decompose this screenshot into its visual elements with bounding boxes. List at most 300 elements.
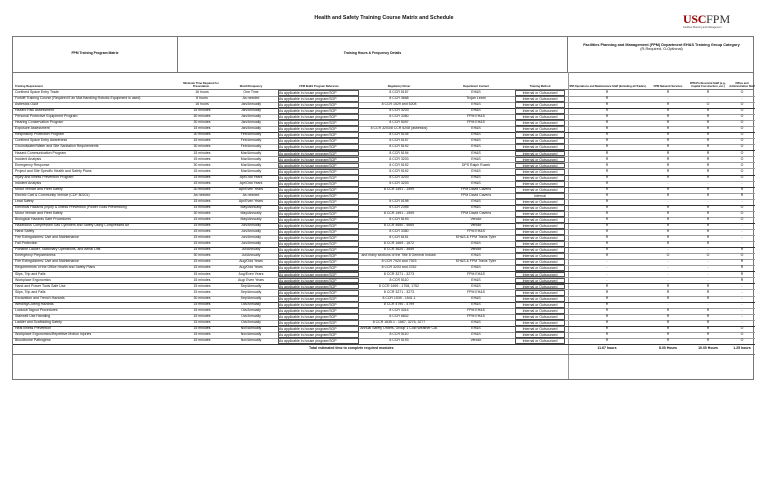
cell-training-method: Internal or Outsourced: [515, 241, 565, 247]
cell-training-requirement: Emergency Response: [15, 162, 50, 167]
cell-training-method: Internal or Outsourced: [515, 205, 565, 211]
cell-network-services-status: R: [666, 211, 670, 215]
cell-training-method: Internal or Outsourced: [515, 314, 565, 320]
cell-regulatory-driver: 8 CCR 6151: [389, 235, 409, 240]
cell-training-method: Internal or Outsourced: [515, 114, 565, 120]
cell-training-method: Internal or Outsourced: [515, 265, 565, 271]
cell-fpm-operations-status: R: [605, 156, 609, 161]
cell-network-services-status: -: [667, 301, 669, 306]
cell-program-reference: As applicable in-house program/SOP: [278, 157, 359, 163]
cell-training-requirement: Slips, Trip and Falls: [15, 289, 46, 294]
cell-department-contact: EH&S & FPM Travis Tyler: [456, 259, 496, 264]
cell-month-frequency: May/Annually: [240, 217, 262, 222]
cell-network-services-status: R: [666, 217, 670, 222]
cell-program-reference: As applicable in-house program/SOP: [278, 102, 359, 108]
cell-program-reference: As applicable in-house program/SOP: [278, 193, 359, 199]
cell-office-staff-status: R: [740, 277, 744, 282]
cell-regulatory-driver: 8 CCR 5110: [389, 332, 409, 336]
cell-professional-staff-status: R: [706, 186, 710, 191]
cell-office-staff-status: O: [740, 102, 744, 107]
cell-fpm-operations-status: R: [605, 138, 609, 143]
cell-program-reference: As applicable in-house program/SOP: [278, 302, 359, 308]
cell-training-method: Internal or Outsourced: [515, 272, 565, 278]
cell-department-contact: FPM David Cavens: [460, 211, 492, 215]
cell-department-contact: EH&S: [471, 301, 481, 306]
cell-minimum-time: 15 minutes: [193, 138, 211, 143]
cell-office-staff-status: O: [740, 217, 744, 222]
cell-fpm-operations-status: R: [605, 332, 609, 336]
cell-professional-staff-status: R: [706, 229, 710, 234]
cell-minimum-time: 15 minutes: [193, 247, 211, 252]
cell-network-services-status: -: [667, 180, 669, 185]
cell-training-method: Internal or Outsourced: [515, 302, 565, 308]
cell-professional-staff-status: R: [706, 168, 710, 173]
band-middle-cell: [178, 37, 568, 72]
cell-training-requirement: Slips, Trip and Falls: [15, 271, 46, 276]
cell-training-method: Internal: [515, 193, 565, 199]
band-left-title: FPM Training Program Matrix: [71, 51, 119, 55]
cell-office-staff-status: O: [740, 150, 744, 155]
cell-network-services-status: R: [666, 108, 670, 113]
cell-network-services-status: R: [666, 162, 670, 167]
cell-fpm-operations-status: R: [605, 235, 609, 240]
cell-fpm-operations-status: R: [605, 150, 609, 155]
cell-minimum-time: 15 minutes: [193, 259, 211, 264]
cell-program-reference: As applicable in-house program/SOP: [278, 120, 359, 126]
col-header-month-frequency: Month/Frequency: [239, 84, 263, 88]
cell-office-staff-status: O: [740, 211, 744, 215]
cell-training-method: Internal or Outsourced: [515, 102, 565, 108]
cell-regulatory-driver: 8 CCR 3380: [389, 114, 409, 119]
cell-training-method: Internal or Outsourced: [515, 217, 565, 223]
cell-fpm-operations-status: R: [605, 144, 609, 149]
cell-regulatory-driver: 8 CCR 7920 and 7923: [381, 259, 417, 264]
cell-network-services-status: R: [666, 332, 670, 336]
cell-month-frequency: Nov/Annually: [240, 332, 262, 336]
cell-department-contact: FPM David Cavens: [460, 186, 492, 191]
cell-regulatory-driver: 8 CCR 4790 - 4799: [383, 301, 415, 306]
cell-training-requirement: Workplace Ergonomics/Repetitive Motion Injuries: [15, 332, 92, 336]
cell-professional-staff-status: R: [706, 295, 710, 300]
cell-department-contact: EH&S: [471, 241, 481, 246]
cell-office-staff-status: -: [741, 295, 743, 300]
cell-professional-staff-status: R: [706, 156, 710, 161]
cell-fpm-operations-status: R: [605, 126, 609, 131]
cell-professional-staff-status: R: [706, 174, 710, 179]
cell-network-services-status: R: [666, 156, 670, 161]
cell-minimum-time: 15 minutes: [193, 289, 211, 294]
cell-professional-staff-status: R: [706, 114, 710, 119]
cell-office-staff-status: O: [740, 168, 744, 173]
cell-regulatory-driver: 8 CCR 3203/8 CCR 5208 (asbestos): [370, 126, 428, 131]
cell-month-frequency: Oct/Annually: [241, 319, 261, 324]
cell-program-reference: As applicable in-house program/SOP: [278, 181, 359, 187]
cell-professional-staff-status: R: [706, 126, 710, 131]
cell-minimum-time: 15 minutes: [193, 307, 211, 312]
cell-minimum-time: 15 minutes: [193, 168, 211, 173]
cell-training-method: Internal or Outsourced: [515, 332, 565, 338]
cell-month-frequency: Sep/Annually: [240, 289, 262, 294]
cell-training-requirement: Hearing Conservation Program: [15, 120, 64, 125]
cell-professional-staff-status: R: [706, 108, 710, 113]
cell-professional-staff-status: R: [706, 138, 710, 143]
cell-training-method: Internal or Outsourced: [515, 338, 565, 344]
cell-month-frequency: Oct/Annually: [241, 301, 261, 306]
cell-training-requirement: Portable Ladder, Stationary Operations, and Aerial Lifts: [15, 247, 101, 252]
cell-fpm-operations-status: R: [605, 186, 609, 191]
cell-month-frequency: Mar/Annually: [240, 150, 262, 155]
cell-program-reference: As applicable in-house program/SOP: [278, 320, 359, 326]
cell-program-reference: As applicable in-house program/SOP: [278, 241, 359, 247]
total-network-services: 8.00 Hours: [659, 346, 677, 350]
cell-minimum-time: 30 minutes: [193, 211, 211, 215]
cell-network-services-status: R: [666, 114, 670, 119]
cell-network-services-status: R: [666, 138, 670, 143]
header-band: [13, 37, 753, 73]
cell-regulatory-driver: 8 CCR 1591 - 1599: [383, 211, 415, 215]
col-header-professional-staff: FPM Professional Staff (e.g., Capital Construction, etc.): [689, 81, 727, 88]
cell-department-contact: EH&S: [471, 132, 481, 137]
band-left-cell: [13, 37, 178, 72]
cell-training-method: Internal or Outsourced: [515, 163, 565, 169]
cell-minimum-time: 16 hours: [195, 102, 209, 107]
cell-training-requirement: Confined Space Entry Awareness: [15, 138, 68, 143]
band-right-legend: (R-Required, O-Optional): [640, 47, 683, 52]
cell-training-method: Internal or Outsourced: [515, 157, 565, 163]
cell-training-method: Internal or Outsourced: [515, 126, 565, 132]
cell-department-contact: Vendor: [470, 247, 482, 252]
cell-professional-staff-status: R: [706, 120, 710, 125]
cell-office-staff-status: -: [741, 241, 743, 246]
cell-department-contact: FPM EH&S: [467, 313, 485, 318]
band-middle-title: Training Hours & Frequency Details: [343, 51, 402, 55]
cell-department-contact: EH&S: [471, 168, 481, 173]
cell-office-staff-status: -: [741, 235, 743, 240]
cell-professional-staff-status: -: [707, 277, 709, 282]
cell-department-contact: EH&S: [471, 102, 481, 107]
cell-regulatory-driver: 8 CCR 5193: [389, 217, 409, 222]
cell-professional-staff-status: R: [706, 144, 710, 149]
cell-program-reference: As applicable in-house program/SOP: [278, 265, 359, 271]
cell-network-services-status: R: [666, 186, 670, 191]
cell-fpm-operations-status: R: [605, 295, 609, 300]
cell-regulatory-driver: [360, 193, 438, 199]
cell-training-method: Internal or Outsourced: [515, 108, 565, 114]
cell-network-services-status: R: [666, 319, 670, 324]
cell-minimum-time: 15 minutes: [193, 338, 211, 343]
cell-office-staff-status: R: [740, 186, 744, 191]
cell-training-requirement: Electrical Hazards (Injury & Illness Prevention (Power Tools Prevention)): [15, 204, 127, 209]
training-matrix-sheet: [12, 36, 754, 380]
cell-office-staff-status: O: [740, 120, 744, 125]
cell-training-requirement: Requirements of the Office Health and Safety Plans: [15, 265, 96, 270]
cell-department-contact: EH&S: [471, 174, 481, 179]
cell-office-staff-status: O: [740, 338, 744, 343]
cell-fpm-operations-status: R: [605, 283, 609, 288]
cell-month-frequency: Feb/Annually: [240, 144, 262, 149]
cell-program-reference: As applicable in-house program/SOP: [278, 290, 359, 296]
cell-network-services-status: R: [666, 283, 670, 288]
cell-office-staff-status: O: [740, 90, 744, 94]
cell-minimum-time: 30 minutes: [193, 186, 211, 191]
total-office-staff: 1.25 hours: [733, 346, 751, 350]
cell-office-staff-status: O: [740, 108, 744, 113]
cell-program-reference: As applicable in-house program/SOP: [278, 326, 359, 332]
cell-office-staff-status: O: [740, 162, 744, 167]
cell-fpm-operations-status: R: [605, 338, 609, 343]
cell-minimum-time: 30 minutes: [193, 253, 211, 258]
cell-office-staff-status: R: [740, 271, 744, 276]
cell-regulatory-driver: and many sections of the Title 8 General Industr.: [361, 253, 437, 258]
cell-office-staff-status: O: [740, 253, 744, 258]
cell-department-contact: FPM EH&S: [467, 289, 485, 294]
cell-training-method: Internal or Outsourced: [515, 175, 565, 181]
cell-training-requirement: Lockout/Tagout Procedures: [15, 307, 58, 312]
band-right-heading: Facilities Planning and Management (FPM) Department EH&S Training Group Category: [583, 43, 740, 47]
cell-office-staff-status: O: [740, 156, 744, 161]
cell-minimum-time: 16 hours: [195, 90, 209, 94]
cell-training-method: Internal or Outsourced: [515, 199, 565, 205]
cell-professional-staff-status: R: [706, 211, 710, 215]
cell-training-method: Internal or Outsourced: [515, 187, 565, 193]
cell-minimum-time: 15 minutes: [193, 325, 211, 330]
cell-regulatory-driver: 8 CCR 1669 - 1672: [383, 241, 415, 246]
cell-training-requirement: Stairwell Use Handling: [15, 313, 51, 318]
cell-regulatory-driver: 8 CCR 1539 - 1541.1: [382, 295, 416, 300]
cell-fpm-operations-status: R: [605, 120, 609, 125]
cell-office-staff-status: -: [741, 198, 743, 203]
cell-department-contact: FPM EH&S: [467, 114, 485, 119]
cell-month-frequency: As needed: [242, 192, 260, 197]
cell-month-frequency: Apr/Odd Years: [239, 180, 263, 185]
cell-network-services-status: R: [666, 168, 670, 173]
cell-program-reference: As applicable in-house program/SOP: [278, 223, 359, 229]
cell-department-contact: EH&S: [471, 319, 481, 324]
cell-training-requirement: Forklift Training Course (Required if an Mat.Handling Robotic Equipment is used): [15, 96, 141, 101]
cell-minimum-time: 15 minutes: [193, 235, 211, 240]
cell-month-frequency: Aug/Odd Years: [239, 265, 263, 270]
cell-regulatory-driver: 8 CCR 3203: [389, 156, 409, 161]
cell-fpm-operations-status: -: [606, 259, 608, 264]
cell-office-staff-status: O: [740, 114, 744, 119]
cell-fpm-operations-status: R: [605, 307, 609, 312]
cell-minimum-time: 15 minutes: [193, 229, 211, 234]
cell-fpm-operations-status: R: [605, 204, 609, 209]
cell-network-services-status: -: [667, 277, 669, 282]
cell-program-reference: As applicable in-house program/SOP: [278, 284, 359, 290]
cell-office-staff-status: -: [741, 229, 743, 234]
cell-regulatory-driver: 8 CCR 3271 - 3273: [383, 289, 415, 294]
cell-professional-staff-status: R: [706, 307, 710, 312]
cell-network-services-status: R: [666, 144, 670, 149]
cell-regulatory-driver: 8 CCR 3314: [389, 307, 409, 312]
cell-fpm-operations-status: R: [605, 223, 609, 228]
cell-month-frequency: Apr/Even Years: [238, 186, 264, 191]
cell-training-method: Internal or Outsourced: [515, 308, 565, 314]
cell-department-contact: Vendor: [470, 223, 482, 228]
cell-professional-staff-status: O: [706, 253, 710, 258]
cell-fpm-operations-status: R: [605, 168, 609, 173]
cell-minimum-time: 15 minutes: [193, 108, 211, 113]
cell-program-reference: As applicable in-house program/SOP: [278, 199, 359, 205]
cell-training-requirement: Respiratory Protection Program: [15, 132, 65, 137]
cell-office-staff-status: R: [740, 247, 744, 252]
cell-month-frequency: Jun/Annually: [240, 235, 262, 240]
cell-training-requirement: Ladder and Scaffolding Safety: [15, 319, 62, 324]
cell-training-requirement: Workplace Ergonomics: [15, 277, 51, 282]
cell-month-frequency: Jun/Annually: [240, 241, 262, 246]
cell-program-reference: As applicable in-house program/SOP: [278, 144, 359, 150]
cell-network-services-status: -: [667, 247, 669, 252]
cell-professional-staff-status: O: [706, 102, 710, 107]
cell-program-reference: As applicable in-house program/SOP: [278, 96, 359, 102]
cell-program-reference: As applicable in-house program/SOP: [278, 211, 359, 217]
cell-month-frequency: May/Annually: [240, 211, 262, 215]
cell-training-method: Internal or Outsourced: [515, 138, 565, 144]
cell-training-requirement: Biological Hazards Safe Procedures: [15, 217, 72, 222]
cell-office-staff-status: -: [741, 96, 743, 101]
cell-program-reference: As applicable in-house program/SOP: [278, 296, 359, 302]
cell-professional-staff-status: R: [706, 235, 710, 240]
cell-professional-staff-status: R: [706, 283, 710, 288]
cell-training-requirement: Electric Cart & Community Vehicle (CDF 80201): [15, 192, 90, 197]
cell-month-frequency: May/Annually: [240, 204, 262, 209]
cell-regulatory-driver: 8 CCR 3203 and 3782: [381, 265, 417, 270]
cell-fpm-operations-status: R: [605, 319, 609, 324]
cell-professional-staff-status: -: [707, 259, 709, 264]
cell-fpm-operations-status: R: [605, 180, 609, 185]
cell-training-method: Internal or Outsourced: [515, 151, 565, 157]
cell-fpm-operations-status: R: [605, 253, 609, 258]
cell-department-contact: EH&S: [471, 283, 481, 288]
total-professional-staff: 10.00 Hours: [698, 346, 718, 350]
table-bottom-rule: [13, 354, 755, 355]
cell-training-requirement: Hazard Communication Program: [15, 150, 66, 155]
column-header-row: [13, 72, 753, 90]
cell-program-reference: As applicable in-house program/SOP: [278, 151, 359, 157]
cell-minimum-time: 30 minutes: [193, 144, 211, 149]
cell-minimum-time: 15 minutes: [193, 198, 211, 203]
cell-training-requirement: Motor Vehicle and Fleet Safety: [15, 186, 63, 191]
cell-network-services-status: R: [666, 241, 670, 246]
cell-regulatory-driver: 8 CCR 2395: [389, 204, 409, 209]
cell-fpm-operations-status: -: [606, 271, 608, 276]
cell-training-requirement: Bloodborne Pathogens: [15, 338, 51, 343]
cell-fpm-operations-status: R: [605, 108, 609, 113]
cell-training-requirement: Project and Site Specific Health and Safety Plans: [15, 168, 92, 173]
cell-training-method: Internal or Outsourced: [515, 259, 565, 265]
cell-network-services-status: R: [666, 295, 670, 300]
col-header-training-method: Training Method: [529, 84, 551, 88]
cell-training-requirement: Hazardous Compressed Gas Cylinders and Safety Using Compressed Air: [15, 223, 130, 228]
cell-fpm-operations-status: R: [605, 162, 609, 167]
cell-program-reference: As applicable in-house program/SOP: [278, 308, 359, 314]
cell-training-requirement: Motor Vehicle and Fleet Safety: [15, 211, 63, 215]
cell-program-reference: As applicable in-house program/SOP: [278, 108, 359, 114]
cell-network-services-status: O: [666, 253, 670, 258]
cell-fpm-operations-status: R: [605, 114, 609, 119]
cell-network-services-status: R: [666, 132, 670, 137]
cell-program-reference: As applicable in-house program/SOP: [278, 169, 359, 175]
cell-department-contact: Vendor: [470, 217, 482, 222]
cell-professional-staff-status: R: [706, 223, 710, 228]
col-header-regulatory-driver: Regulatory Driver: [387, 84, 411, 88]
cell-month-frequency: As needed: [242, 96, 260, 101]
cell-professional-staff-status: R: [706, 338, 710, 343]
col-header-fpm-operations: FPM Operations and Maintenance Staff (Including all Trades): [568, 84, 646, 88]
cell-professional-staff-status: R: [706, 132, 710, 137]
cell-program-reference: As applicable in-house program/SOP: [278, 217, 359, 223]
cell-network-services-status: R: [666, 174, 670, 179]
cell-department-contact: EH&S: [471, 277, 481, 282]
cell-office-staff-status: -: [741, 307, 743, 312]
cell-training-requirement: Hand and Power Tools Safe Use: [15, 283, 66, 288]
cell-regulatory-driver: 8 CCR 1529 and 5208: [381, 102, 417, 107]
cell-regulatory-driver: 8 CCR 3271 - 3273: [383, 271, 415, 276]
cell-network-services-status: R: [666, 126, 670, 131]
cell-department-contact: EH&S: [471, 253, 481, 258]
cell-month-frequency: Nov/Annually: [240, 338, 262, 343]
cell-training-requirement: Groundwater/Water and Site Sanitation Requirements: [15, 144, 99, 149]
cell-department-contact: FPM EH&S: [467, 229, 485, 234]
cell-minimum-time: 30 minutes: [193, 120, 211, 125]
cell-minimum-time: 30 minutes: [193, 132, 211, 137]
cell-fpm-operations-status: R: [605, 229, 609, 234]
cell-department-contact: Vendor: [470, 338, 482, 343]
cell-month-frequency: Jul/Annually: [241, 253, 261, 258]
cell-professional-staff-status: -: [707, 265, 709, 270]
cell-training-method: Internal or Outsourced: [515, 296, 565, 302]
totals-row: [13, 346, 755, 352]
cell-training-requirement: Emergency Preparedness: [15, 253, 56, 258]
cell-regulatory-driver: 8 CCR 1699 - 1708, 1752: [379, 283, 419, 288]
cell-regulatory-driver: 8 CCR 5157: [389, 138, 409, 143]
cell-department-contact: EH&S: [471, 198, 481, 203]
cell-fpm-operations-status: R: [605, 325, 609, 330]
cell-month-frequency: Jan/Annually: [240, 120, 262, 125]
cell-fpm-operations-status: R: [605, 289, 609, 294]
cell-minimum-time: 15 minutes: [193, 319, 211, 324]
cell-program-reference: As applicable in-house program/SOP: [278, 338, 359, 344]
cell-department-contact: FPM David Cavens: [460, 192, 492, 197]
cell-training-requirement: Hazard Risk Assessment: [15, 108, 54, 113]
cell-fpm-operations-status: R: [605, 247, 609, 252]
cell-training-method: Internal or Outsourced: [515, 132, 565, 138]
cell-program-reference: As applicable in-house program/SOP: [278, 247, 359, 253]
cell-program-reference: As applicable in-house program/SOP: [278, 175, 359, 181]
cell-training-method: Internal or Outsourced: [515, 235, 565, 241]
cell-professional-staff-status: R: [706, 204, 710, 209]
cell-office-staff-status: -: [741, 180, 743, 185]
cell-program-reference: As applicable in-house program/SOP: [278, 314, 359, 320]
cell-month-frequency: Aug/Even Years: [238, 271, 264, 276]
cell-minimum-time: 15 minutes: [193, 174, 211, 179]
col-header-network-services: FPM Network Services: [653, 84, 683, 88]
cell-fpm-operations-status: R: [605, 96, 609, 101]
cell-regulatory-driver: 8 CCR 5192: [389, 144, 409, 149]
cell-department-contact: EH&S: [471, 126, 481, 131]
cell-month-frequency: Jan/Annually: [240, 102, 262, 107]
cell-training-requirement: Excavation and Trench Hazards: [15, 295, 65, 300]
cell-regulatory-driver: 8 CCR 3203: [389, 180, 409, 185]
cell-office-staff-status: O: [740, 174, 744, 179]
cell-network-services-status: R: [666, 90, 670, 94]
cell-month-frequency: Mar/Annually: [240, 156, 262, 161]
cell-training-method: Internal or Outsourced: [515, 290, 565, 296]
cell-month-frequency: Oct/Annually: [241, 307, 261, 312]
cell-department-contact: EH&S: [471, 138, 481, 143]
cell-program-reference: As applicable in-house program/SOP: [278, 114, 359, 120]
